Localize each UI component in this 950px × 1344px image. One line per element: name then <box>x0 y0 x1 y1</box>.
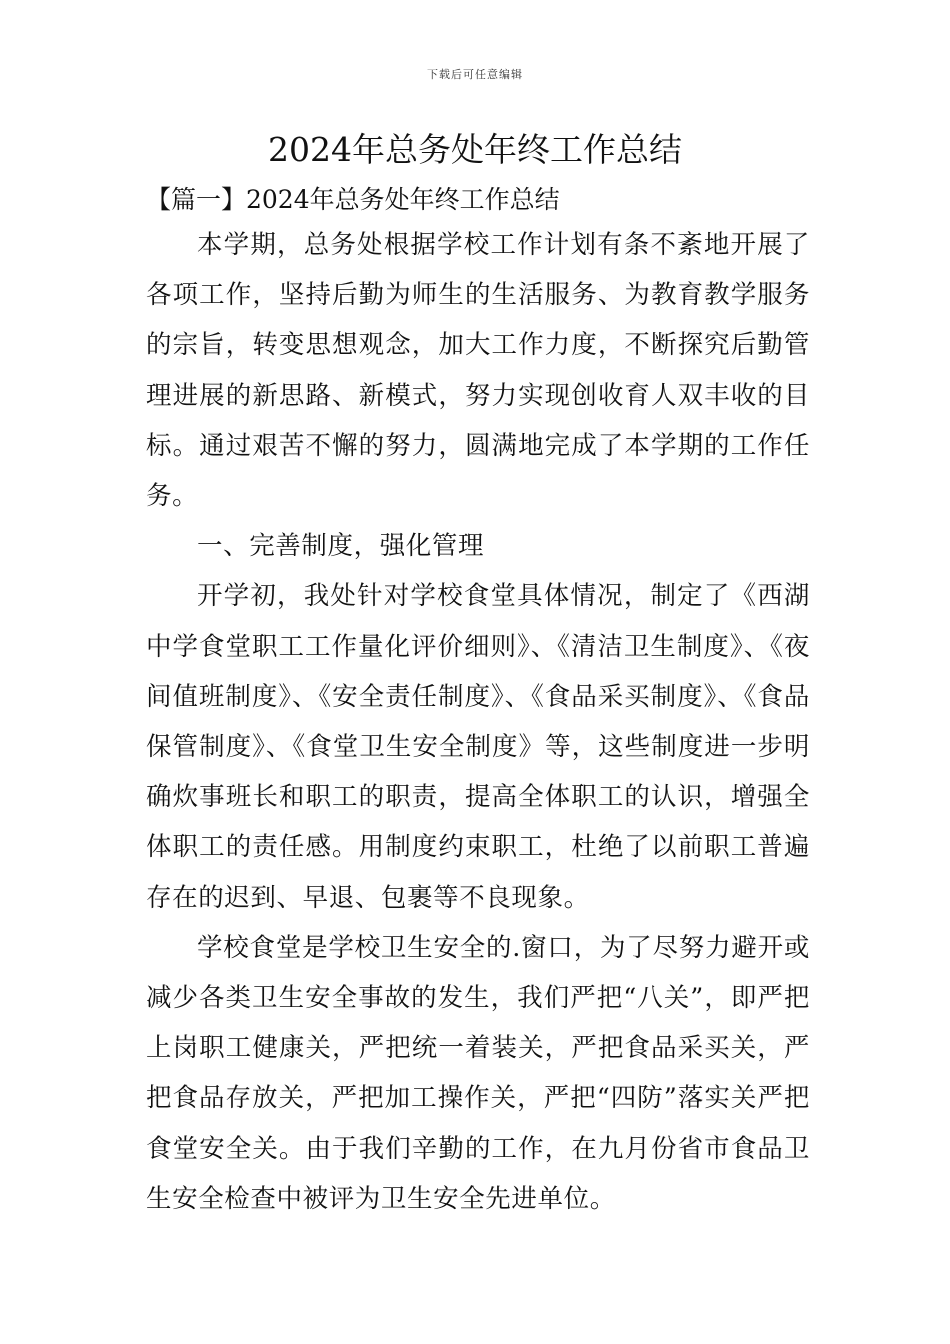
paragraph-intro: 本学期，总务处根据学校工作计划有条不紊地开展了各项工作，坚持后勤为师生的生活服务、为教育教学服务的宗旨，转变思想观念，加大工作力度，不断探究后勤管理进展的新思路、新模式，努力实现创收育人双丰收的目标。通过艰苦不懈的努力，圆满地完成了本学期的工作任务。 <box>146 230 810 512</box>
section-heading-1: 一、完善制度，强化管理 <box>197 531 485 562</box>
paragraph-regulations: 开学初，我处针对学校食堂具体情况，制定了《西湖中学食堂职工工作量化评价细则》、《清洁卫生制度》、《夜间值班制度》、《安全责任制度》、《食品采买制度》、《食品保管制度》、《食堂卫生安全制度》等，这些制度进一步明确炊事班长和职工的职责，提高全体职工的认识，增强全体职工的责任感。用制度约束职工，杜绝了以前职工普遍存在的迟到、早退、包裹等不良现象。 <box>146 581 810 913</box>
document-body <box>146 182 810 1224</box>
paragraph-canteen-safety: 学校食堂是学校卫生安全的.窗口，为了尽努力避开或减少各类卫生安全事故的发生，我们严把“八关”，即严把上岗职工健康关，严把统一着装关，严把食品采买关，严把食品存放关，严把加工操作关，严把“四防”落实关严把食堂安全关。由于我们辛勤的工作，在九月份省市食品卫生安全检查中被评为卫生安全先进单位。 <box>146 932 810 1214</box>
page-header-note: 下载后可任意编辑 <box>427 68 523 81</box>
section-label: 【篇一】2024年总务处年终工作总结 <box>146 185 560 214</box>
document-title: 2024年总务处年终工作总结 <box>268 130 682 169</box>
